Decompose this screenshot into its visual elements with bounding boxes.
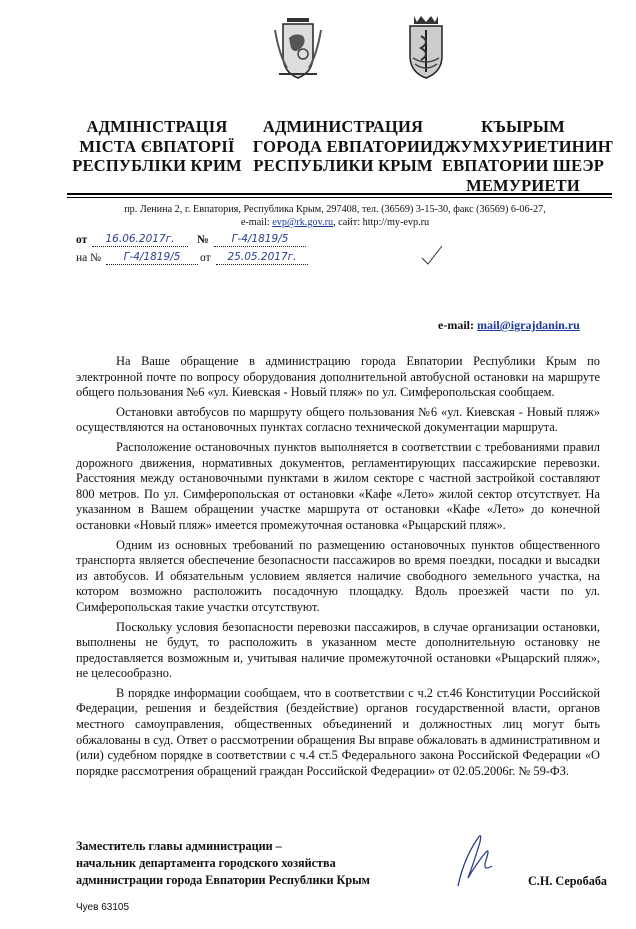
recipient-email-label: e-mail: <box>438 318 477 332</box>
executor-note: Чуев 63105 <box>76 902 130 913</box>
header-line: ДЖУМХУРИЕТИНИҤ <box>432 136 614 156</box>
body-paragraph: Остановки автобусов по маршруту общего пользования №6 «ул. Киевская - Новый пляж» осуществляются на остановочных пунктах согласно технической документации маршрута. <box>76 404 600 435</box>
handwritten-signature-icon <box>452 828 502 890</box>
body-paragraph: Расположение остановочных пунктов выполняется в соответствии с требованиями правил дорожного движения, нормативных документов, регламентирующих пассажирские перевозки. Расстояния между остановочными пунктами в жилом секторе с частной застройкой составляют 800 метров. По ул. Симферопольская от остановки «Кафе «Лето» жилой сектор отсутствует. На указанном в Вашем обращении участке маршрута от остановки «Кафе «Лето» до конечной остановки «Новый пляж» имеется промежуточная остановка «Рыцарский пляж». <box>76 439 600 532</box>
signatory-line: начальник департамента городского хозяйства <box>76 856 336 870</box>
body-paragraph: В порядке информации сообщаем, что в соответствии с ч.2 ст.46 Конституции Российской Федерации, решения и бездействия (бездействие) органов государственной власти, органов местного самоуправления, общественных объединений и должностных лиц могут быть обжалованы в суд. Ответ о рассмотрении обращения Вы вправе обжаловать в административном и (или) судебном порядке в соответствии с ч.4 ст.5 Федерального закона Российской Федерации «О порядке рассмотрения обращений граждан Российской Федерации» от 02.05.2006г. № 59-ФЗ. <box>76 685 600 778</box>
ref-date: 16.06.2017г. <box>92 233 188 247</box>
signatory-line: администрации города Евпатории Республики Крым <box>76 873 370 887</box>
recipient-email-line <box>438 318 580 333</box>
office-email-link[interactable]: evp@rk.gov.ru <box>272 217 334 228</box>
signatory-line: Заместитель главы администрации – <box>76 839 282 853</box>
header-divider-thin <box>67 197 612 198</box>
ref-date-label: от <box>76 234 88 246</box>
body-paragraph: На Ваше обращение в администрацию города Евпатории Республики Крым по электронной почте по вопросу оборудования дополнительной автобусной остановки на маршруте общего пользования №6 «ул. Киевская - Новый пляж» по ул. Симферопольская сообщаем. <box>76 354 600 400</box>
header-divider-thick <box>67 193 612 195</box>
website-text: , сайт: http://my-evp.ru <box>333 217 430 228</box>
crimea-coat-of-arms-icon <box>273 14 323 82</box>
ref-number-label: № <box>197 234 209 246</box>
header-line: АДМІНІСТРАЦІЯ <box>86 117 228 136</box>
header-line: МІСТА ЄВПАТОРІЇ <box>79 136 235 156</box>
header-line: КЪЫРЫМ <box>481 117 565 136</box>
signatory-title <box>76 838 370 889</box>
header-line: АДМИНИСТРАЦИЯ <box>262 117 424 136</box>
recipient-email-link[interactable]: mail@igrajdanin.ru <box>476 318 580 332</box>
signatory-name: С.Н. Серобаба <box>528 874 608 888</box>
header-line: ЕВПАТОРИИ ШЕЭР <box>442 156 604 175</box>
header-line: МЕМУРИЕТИ <box>466 175 580 195</box>
address-line: пр. Ленина 2, г. Евпатория, Республика Крым, 297408, тел. (36569) 3-15-30, факс (36569) 6-06-27, <box>124 204 546 215</box>
header-ukrainian <box>68 117 246 176</box>
header-line: РЕСПУБЛИКИ КРЫМ <box>253 156 433 175</box>
header-line: РЕСПУБЛІКИ КРИМ <box>72 156 242 175</box>
incoming-number: Г-4/1819/5 <box>106 251 198 265</box>
incoming-date-label: от <box>200 252 211 264</box>
evpatoria-coat-of-arms-icon <box>401 14 451 82</box>
body-paragraph: Поскольку условия безопасности перевозки пассажиров, в случае организации остановки, выполнены не будут, то расположить в указанном месте дополнительную остановку не предоставляется возможным и, учитывая наличие промежуточной остановки «Рыцарский пляж», не целесообразно. <box>76 619 600 681</box>
header-russian <box>250 117 436 176</box>
incoming-number-label: на № <box>76 252 102 264</box>
email-prefix: e-mail: <box>240 217 273 228</box>
body-paragraph: Одним из основных требований по размещению остановочных пунктов общественного транспорта является обеспечение безопасности пассажиров во время поездки, посадки и высадки из автобусов. И обязательным условием является наличие свободного земельного участка, на котором возможно расположить посадочную площадку. Вдоль проезжей части по ул. Симферопольская такие участки отсутствуют. <box>76 537 600 614</box>
letter-body <box>76 354 600 783</box>
contacts-line <box>60 216 610 229</box>
ref-number: Г-4/1819/5 <box>214 233 306 247</box>
signature-checkmark-icon <box>420 244 444 266</box>
incoming-date: 25.05.2017г. <box>216 251 308 265</box>
header-crimean-tatar <box>432 117 614 195</box>
header-line: ГОРОДА ЕВПАТОРИИ <box>252 136 434 156</box>
